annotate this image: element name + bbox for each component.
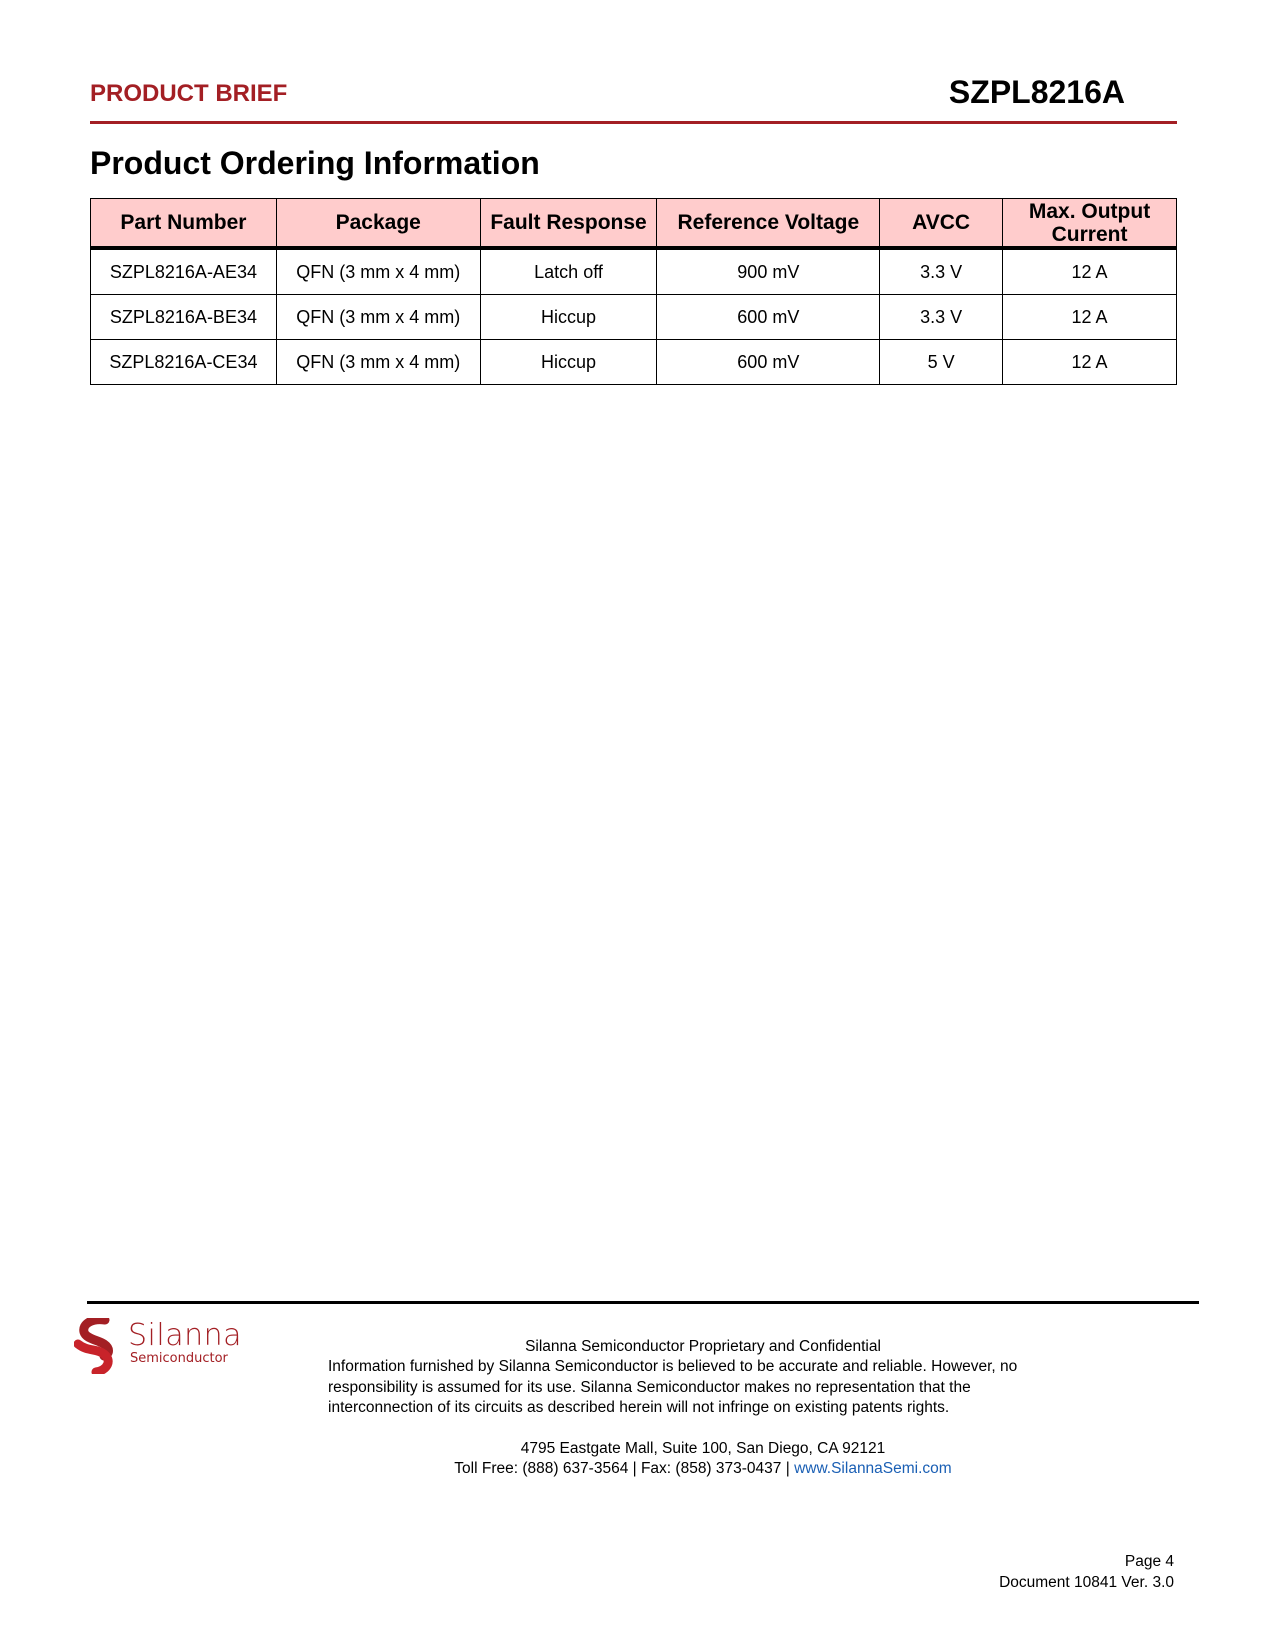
column-header: Reference Voltage	[657, 199, 880, 249]
ordering-table	[90, 198, 1177, 385]
logo-wordmark: Silanna	[128, 1318, 243, 1353]
page-number: Page 4	[1124, 1553, 1174, 1570]
table-row	[91, 295, 1177, 340]
table-cell: QFN (3 mm x 4 mm)	[276, 295, 480, 340]
doc-type-label: PRODUCT BRIEF	[90, 80, 288, 107]
table-header-row	[91, 199, 1177, 249]
column-header: Max. Output Current	[1003, 199, 1177, 249]
table-cell: QFN (3 mm x 4 mm)	[276, 248, 480, 295]
table-cell: QFN (3 mm x 4 mm)	[276, 340, 480, 385]
table-cell: Hiccup	[480, 340, 657, 385]
silanna-s-mark-icon	[74, 1318, 124, 1374]
table-cell: 600 mV	[657, 340, 880, 385]
website-link[interactable]: www.SilannaSemi.com	[794, 1460, 952, 1477]
column-header: AVCC	[880, 199, 1003, 249]
section-title: Product Ordering Information	[90, 145, 540, 181]
footer-phones: Toll Free: (888) 637-3564 | Fax: (858) 373-0437 |	[454, 1460, 790, 1477]
part-number-title: SZPL8216A	[948, 74, 1125, 110]
silanna-logo	[74, 1318, 244, 1374]
column-header: Fault Response	[480, 199, 657, 249]
column-header: Part Number	[91, 199, 277, 249]
table-cell: Latch off	[480, 248, 657, 295]
column-header: Package	[276, 199, 480, 249]
table-cell: 12 A	[1003, 295, 1177, 340]
table-cell: SZPL8216A-CE34	[91, 340, 277, 385]
table-cell: 3.3 V	[880, 295, 1003, 340]
table-cell: 5 V	[880, 340, 1003, 385]
footer-title: Silanna Semiconductor Proprietary and Confidential	[525, 1338, 881, 1355]
footer-address: 4795 Eastgate Mall, Suite 100, San Diego, CA 92121	[520, 1440, 886, 1457]
table-cell: 3.3 V	[880, 248, 1003, 295]
table-cell: Hiccup	[480, 295, 657, 340]
footer-contact	[328, 1459, 1078, 1480]
logo-subtitle: Semiconductor	[130, 1351, 228, 1366]
table-row	[91, 248, 1177, 295]
table-cell: 12 A	[1003, 248, 1177, 295]
table-row	[91, 340, 1177, 385]
table-cell: SZPL8216A-BE34	[91, 295, 277, 340]
document-number: Document 10841 Ver. 3.0	[999, 1573, 1174, 1591]
page-meta	[999, 1552, 1174, 1593]
table-cell: 12 A	[1003, 340, 1177, 385]
header-divider	[90, 121, 1177, 124]
footer-divider	[87, 1301, 1199, 1304]
table-cell: 600 mV	[657, 295, 880, 340]
footer-body: Information furnished by Silanna Semiconductor is believed to be accurate and reliable. However, no responsibility is assumed for its use. Silanna Semiconductor makes no representation that the interconnection of its circuits as described herein will not infringe on existing patents rights.	[328, 1358, 1018, 1416]
table-cell: 900 mV	[657, 248, 880, 295]
table-cell: SZPL8216A-AE34	[91, 248, 277, 295]
